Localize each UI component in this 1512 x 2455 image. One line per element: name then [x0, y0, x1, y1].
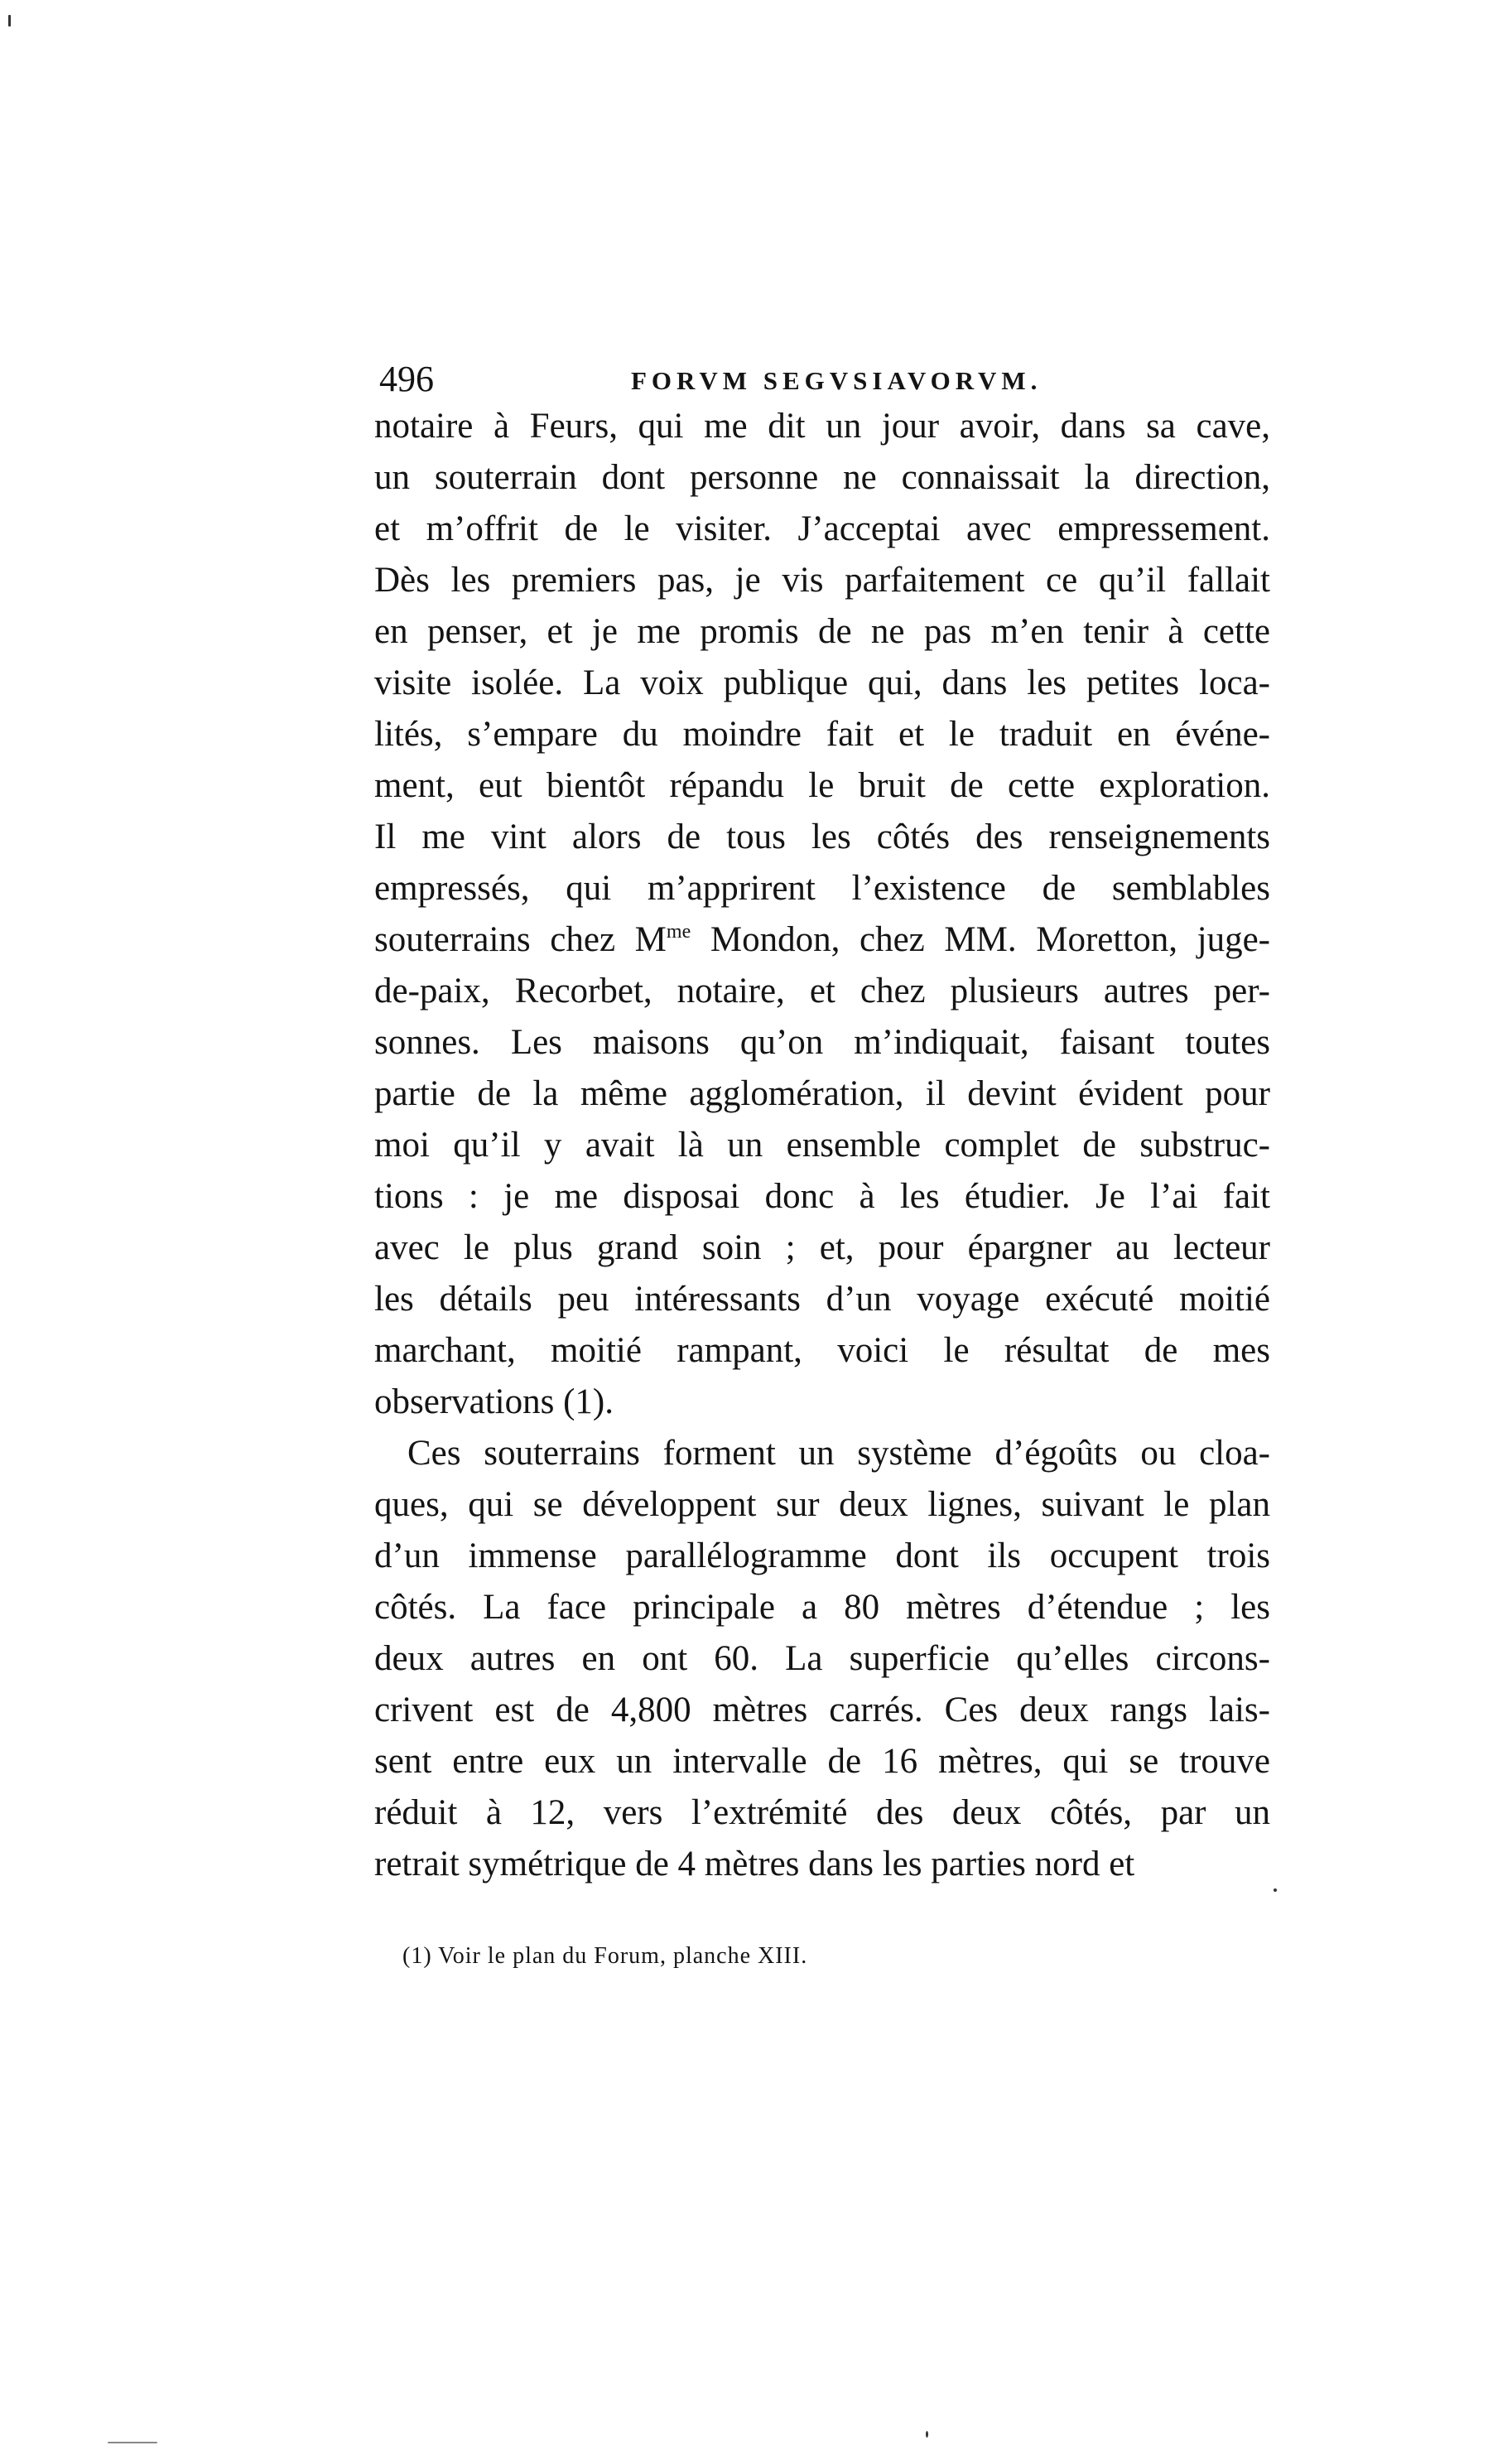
superscript: me: [666, 921, 691, 943]
text-line: tions : je me disposai donc à les étudier. Je l’ai fait: [374, 1177, 1270, 1216]
running-head: FORVM SEGVSIAVORVM.: [631, 366, 1043, 395]
text-line: Ces souterrains forment un système d’égoûts ou cloa-: [407, 1434, 1270, 1473]
page-header: [379, 355, 1269, 404]
text-line: en penser, et je me promis de ne pas m’en tenir à cette: [374, 612, 1270, 651]
text-line: sent entre eux un intervalle de 16 mètres, qui se trouve: [374, 1742, 1270, 1781]
text-line: les détails peu intéressants d’un voyage exécuté moitié: [374, 1280, 1270, 1319]
scan-speck: [1274, 1888, 1277, 1892]
text-line: moi qu’il y avait là un ensemble complet de substruc-: [374, 1126, 1270, 1165]
text-run: Mondon, chez MM. Moretton, juge-: [691, 920, 1270, 959]
footnote: (1) Voir le plan du Forum, planche XIII.: [402, 1943, 808, 1969]
text-line: et m’offrit de le visiter. J’acceptai avec empressement.: [374, 509, 1270, 548]
paragraph: [374, 1428, 1270, 1890]
text-line: partie de la même agglomération, il devint évident pour: [374, 1074, 1270, 1113]
scan-speck: [8, 15, 11, 27]
text-line: lités, s’empare du moindre fait et le traduit en événe-: [374, 715, 1270, 754]
paragraph: [374, 401, 1270, 1428]
text-line: ques, qui se développent sur deux lignes, suivant le plan: [374, 1485, 1270, 1524]
text-line: crivent est de 4,800 mètres carrés. Ces deux rangs lais-: [374, 1691, 1270, 1729]
text-line: empressés, qui m’apprirent l’existence de semblables: [374, 869, 1270, 908]
text-line: visite isolée. La voix publique qui, dans les petites loca-: [374, 663, 1270, 702]
text-run: souterrains chez M: [374, 920, 667, 959]
text-line: côtés. La face principale a 80 mètres d’étendue ; les: [374, 1588, 1270, 1627]
text-line: avec le plus grand soin ; et, pour épargner au lecteur: [374, 1228, 1270, 1267]
text-line: deux autres en ont 60. La superficie qu’elles circons-: [374, 1639, 1270, 1678]
page-number: 496: [379, 359, 434, 399]
text-line: un souterrain dont personne ne connaissait la direction,: [374, 458, 1270, 497]
text-line: observations (1).: [374, 1382, 614, 1421]
body-text: [374, 401, 1270, 1890]
text-line: Dès les premiers pas, je vis parfaitement ce qu’il fallait: [374, 561, 1270, 600]
text-line: sonnes. Les maisons qu’on m’indiquait, faisant toutes: [374, 1023, 1270, 1062]
text-line: de-paix, Recorbet, notaire, et chez plusieurs autres per-: [374, 972, 1270, 1010]
scan-speck: [108, 2442, 157, 2443]
text-line: Il me vint alors de tous les côtés des renseignements: [374, 818, 1270, 856]
text-line: marchant, moitié rampant, voici le résultat de mes: [374, 1331, 1270, 1370]
text-line: [374, 914, 1270, 966]
text-line: ment, eut bientôt répandu le bruit de cette exploration.: [374, 766, 1270, 805]
text-line: réduit à 12, vers l’extrémité des deux côtés, par un: [374, 1793, 1270, 1832]
text-line: d’un immense parallélogramme dont ils occupent trois: [374, 1536, 1270, 1575]
scan-speck: [926, 2431, 928, 2438]
text-line: notaire à Feurs, qui me dit un jour avoir, dans sa cave,: [374, 407, 1270, 446]
text-line: retrait symétrique de 4 mètres dans les parties nord et: [374, 1845, 1135, 1883]
